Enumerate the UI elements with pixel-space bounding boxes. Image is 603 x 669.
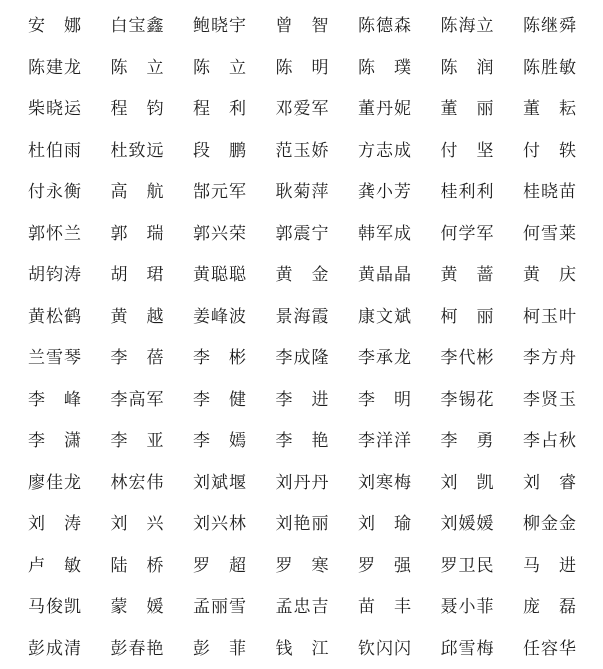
name-cell: 李艳 xyxy=(275,431,329,451)
name-cell: 陈明 xyxy=(275,57,329,77)
name-cell: 马俊凯 xyxy=(28,597,81,617)
name-cell: 刘丹丹 xyxy=(275,472,329,492)
name-cell: 庞磊 xyxy=(523,597,576,617)
name-cell: 李成隆 xyxy=(275,348,329,368)
name-cell: 陆桥 xyxy=(110,555,164,575)
name-cell: 卢敏 xyxy=(28,555,81,575)
name-grid xyxy=(28,5,576,669)
name-cell: 罗超 xyxy=(193,555,246,575)
name-cell: 景海霞 xyxy=(275,306,329,326)
name-cell: 黄松鹤 xyxy=(28,306,81,326)
name-cell: 龚小芳 xyxy=(358,182,411,202)
name-cell: 刘兴 xyxy=(110,514,164,534)
name-cell: 刘艳丽 xyxy=(275,514,329,534)
name-cell: 廖佳龙 xyxy=(28,472,81,492)
name-cell: 李占秋 xyxy=(523,431,576,451)
name-cell: 康文斌 xyxy=(358,306,411,326)
name-row xyxy=(28,420,576,462)
name-cell: 陈立 xyxy=(110,57,164,77)
name-cell: 黄晶晶 xyxy=(358,265,411,285)
name-cell: 李健 xyxy=(193,389,246,409)
name-cell: 杜伯雨 xyxy=(28,140,81,160)
name-cell: 郭震宁 xyxy=(275,223,329,243)
name-row xyxy=(28,47,576,89)
name-cell: 柳金金 xyxy=(523,514,576,534)
name-cell: 罗强 xyxy=(358,555,411,575)
name-cell: 孟忠吉 xyxy=(275,597,329,617)
name-cell: 陈海立 xyxy=(440,16,494,36)
name-cell: 罗卫民 xyxy=(440,555,494,575)
name-row xyxy=(28,5,576,47)
name-cell: 李高军 xyxy=(110,389,164,409)
name-cell: 高航 xyxy=(110,182,164,202)
name-cell: 郭瑞 xyxy=(110,223,164,243)
name-cell: 杜致远 xyxy=(110,140,164,160)
name-cell: 鲍晓宇 xyxy=(193,16,246,36)
name-cell: 刘媛媛 xyxy=(440,514,494,534)
name-cell: 付轶 xyxy=(523,140,576,160)
name-cell: 李承龙 xyxy=(358,348,411,368)
name-cell: 黄庆 xyxy=(523,265,576,285)
name-cell: 安娜 xyxy=(28,16,81,36)
name-cell: 何学军 xyxy=(440,223,494,243)
name-row xyxy=(28,171,576,213)
name-cell: 曾智 xyxy=(275,16,329,36)
name-row xyxy=(28,628,576,669)
name-cell: 陈胜敏 xyxy=(523,57,576,77)
name-cell: 李锡花 xyxy=(440,389,494,409)
name-row xyxy=(28,213,576,255)
name-row xyxy=(28,545,576,587)
name-cell: 孟丽雪 xyxy=(193,597,246,617)
name-cell: 苗丰 xyxy=(358,597,411,617)
name-cell: 邱雪梅 xyxy=(440,638,494,658)
name-cell: 胡珺 xyxy=(110,265,164,285)
name-cell: 任容华 xyxy=(523,638,576,658)
name-cell: 方志成 xyxy=(358,140,411,160)
name-cell: 李嫣 xyxy=(193,431,246,451)
name-cell: 李潇 xyxy=(28,431,81,451)
name-row xyxy=(28,130,576,172)
name-cell: 付永衡 xyxy=(28,182,81,202)
name-cell: 钱江 xyxy=(275,638,329,658)
name-cell: 陈建龙 xyxy=(28,57,81,77)
name-cell: 黄蔷 xyxy=(440,265,494,285)
name-cell: 黄聪聪 xyxy=(193,265,246,285)
name-cell: 范玉娇 xyxy=(275,140,329,160)
name-cell: 彭菲 xyxy=(193,638,246,658)
name-cell: 何雪莱 xyxy=(523,223,576,243)
name-cell: 刘瑜 xyxy=(358,514,411,534)
name-row xyxy=(28,379,576,421)
name-row xyxy=(28,586,576,628)
name-cell: 陈继舜 xyxy=(523,16,576,36)
name-row xyxy=(28,462,576,504)
name-cell: 桂晓苗 xyxy=(523,182,576,202)
name-cell: 陈璞 xyxy=(358,57,411,77)
name-cell: 李方舟 xyxy=(523,348,576,368)
name-cell: 李亚 xyxy=(110,431,164,451)
name-cell: 桂利利 xyxy=(440,182,494,202)
name-cell: 柴晓运 xyxy=(28,99,81,119)
name-cell: 聂小菲 xyxy=(440,597,494,617)
name-cell: 刘斌堰 xyxy=(193,472,246,492)
name-cell: 黄金 xyxy=(275,265,329,285)
name-row xyxy=(28,254,576,296)
name-cell: 刘寒梅 xyxy=(358,472,411,492)
name-cell: 李洋洋 xyxy=(358,431,411,451)
name-cell: 马进 xyxy=(523,555,576,575)
name-cell: 段鹏 xyxy=(193,140,246,160)
name-cell: 李峰 xyxy=(28,389,81,409)
name-cell: 程钧 xyxy=(110,99,164,119)
name-cell: 彭成清 xyxy=(28,638,81,658)
name-cell: 陈德森 xyxy=(358,16,411,36)
name-cell: 刘睿 xyxy=(523,472,576,492)
name-cell: 耿菊萍 xyxy=(275,182,329,202)
name-cell: 刘兴林 xyxy=(193,514,246,534)
name-cell: 李代彬 xyxy=(440,348,494,368)
name-cell: 刘涛 xyxy=(28,514,81,534)
name-cell: 董丽 xyxy=(440,99,494,119)
name-cell: 刘凯 xyxy=(440,472,494,492)
name-row xyxy=(28,503,576,545)
name-cell: 彭春艳 xyxy=(110,638,164,658)
name-row xyxy=(28,88,576,130)
name-cell: 付坚 xyxy=(440,140,494,160)
name-cell: 李贤玉 xyxy=(523,389,576,409)
name-cell: 蒙媛 xyxy=(110,597,164,617)
name-cell: 郭怀兰 xyxy=(28,223,81,243)
name-cell: 李蓓 xyxy=(110,348,164,368)
name-row xyxy=(28,337,576,379)
name-cell: 柯丽 xyxy=(440,306,494,326)
name-cell: 钦闪闪 xyxy=(358,638,411,658)
name-cell: 韩军成 xyxy=(358,223,411,243)
name-cell: 陈立 xyxy=(193,57,246,77)
name-cell: 郜元军 xyxy=(193,182,246,202)
name-cell: 李勇 xyxy=(440,431,494,451)
name-cell: 董耘 xyxy=(523,99,576,119)
name-cell: 兰雪琴 xyxy=(28,348,81,368)
name-cell: 邓爱军 xyxy=(275,99,329,119)
name-cell: 郭兴荣 xyxy=(193,223,246,243)
name-row xyxy=(28,296,576,338)
name-cell: 黄越 xyxy=(110,306,164,326)
name-cell: 白宝鑫 xyxy=(110,16,164,36)
name-cell: 罗寒 xyxy=(275,555,329,575)
name-cell: 李彬 xyxy=(193,348,246,368)
name-cell: 李进 xyxy=(275,389,329,409)
name-cell: 胡钧涛 xyxy=(28,265,81,285)
name-cell: 李明 xyxy=(358,389,411,409)
name-cell: 柯玉叶 xyxy=(523,306,576,326)
name-cell: 陈润 xyxy=(440,57,494,77)
name-cell: 程利 xyxy=(193,99,246,119)
name-cell: 董丹妮 xyxy=(358,99,411,119)
name-cell: 林宏伟 xyxy=(110,472,164,492)
name-cell: 姜峰波 xyxy=(193,306,246,326)
